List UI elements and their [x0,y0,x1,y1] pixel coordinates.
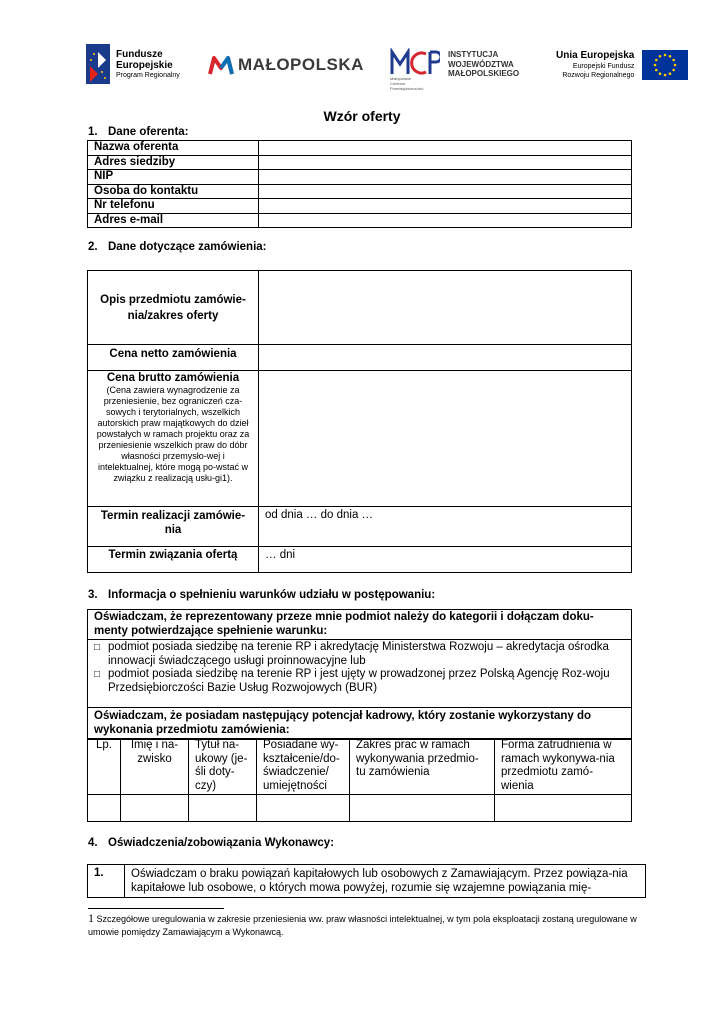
table-row [88,610,632,640]
table-row [88,213,632,228]
cell-zakres-prac[interactable] [350,795,495,822]
imp-logo [390,48,519,91]
cell-tytul[interactable] [189,795,257,822]
cell-lp[interactable] [88,795,121,822]
table-row [88,155,632,170]
osoba-kontakt-field[interactable] [259,184,632,199]
nr-telefonu-label: Nr telefonu [88,199,259,214]
osoba-kontakt-label: Osoba do kontaktu [88,184,259,199]
termin-realizacji-label: Termin realizacji zamówie-nia [88,507,259,547]
section3-heading-text: Informacja o spełnieniu warunków udziału w postępowaniu: [108,589,436,601]
oswiadczenie-text: Oświadczam o braku powiązań kapitałowych lub osobowych z Zamawiającym. Przez powiąza-nia kapitałowe lub osobowe, o których mowa powyżej, rozumie się wzajemne powiązania mię- [125,865,646,898]
section4-heading-text: Oświadczenia/zobowiązania Wykonawcy: [108,837,335,849]
ue-line1: Unia Europejska [556,50,635,61]
oswiadczenie-potencjal: Oświadczam, że posiadam następujący potencjał kadrowy, który zostanie wykorzystany do wykonania przedmiotu zamówienia: [88,708,632,740]
section1-number: 1. [88,126,98,138]
table-row [88,271,632,345]
malopolska-logo [208,54,364,76]
footnote-number: 1 [88,911,94,925]
table-row [88,345,632,371]
logo-bar [0,40,724,95]
oswiadczenie-kategoria: Oświadczam, że reprezentowany przeze mnie podmiot należy do kategorii i dołączam doku-menty potwierdzające spełnienie warunku: [88,610,632,640]
section2-heading-text: Dane dotyczące zamówienia: [108,241,267,253]
col-forma-zatrudnienia: Forma zatrudnienia w ramach wykonywa-nia przedmiotu zamó-wienia [495,739,632,795]
cena-brutto-field[interactable] [259,371,632,507]
col-tytul: Tytuł na-ukowy (je-śli doty-czy) [189,739,257,795]
footnote [88,912,648,939]
table-row [88,507,632,547]
cell-wyksztalcenie[interactable] [257,795,350,822]
option-bur-text: podmiot posiada siedzibę na terenie RP i jest ujęty w prowadzonej przez Polską Agencję Roz-woju Przedsiębiorczości Bazie Usług Rozwojowych (BUR) [108,668,610,694]
adres-siedziby-label: Adres siedziby [88,155,259,170]
opis-przedmiotu-field[interactable] [259,271,632,345]
termin-realizacji-field[interactable]: od dnia … do dnia … [259,507,632,547]
eu-flag-icon [642,50,688,80]
table-row [88,141,632,156]
nazwa-oferenta-label: Nazwa oferenta [88,141,259,156]
section2-number: 2. [88,241,98,253]
col-imie-nazwisko: Imię i na-zwisko [121,739,189,795]
section2-heading [88,241,267,253]
warunki-table [87,609,632,740]
mcp-small1: Małopolskie [390,76,412,81]
col-wyksztalcenie: Posiadane wy-kształcenie/do-świadczenie/ umiejętności [257,739,350,795]
table-row [88,708,632,740]
adres-email-label: Adres e-mail [88,213,259,228]
section3-heading [88,589,435,601]
option-akredytacja-text: podmiot posiada siedzibę na terenie RP i akredytację Ministerstwa Rozwoju – akredytacja ośrodka innowacji świadczącego usługi proinnowacyjne lub [108,641,609,667]
checkbox-icon[interactable]: □ [94,642,101,653]
cell-forma-zatrudnienia[interactable] [495,795,632,822]
nazwa-oferenta-field[interactable] [259,141,632,156]
mcp-small3: Przedsiębiorczości [390,86,424,91]
cena-netto-field[interactable] [259,345,632,371]
section4-heading [88,837,334,849]
kadra-table [87,738,632,822]
section1-heading [88,126,189,138]
table-row [88,795,632,822]
cena-brutto-note: (Cena zawiera wynagrodzenie za przeniesienie, bez ograniczeń cza-sowych i terytorialnych, wszelkich autorskich praw majątkowych do dzieł powstałych w ramach projektu oraz za przeniesienie wszelkich praw do dóbr własności przemysło-wej i intelektualnej, które mogą po-wstać w związku z realizacją usłu-gi1). [96,385,250,483]
oferent-table [87,140,632,228]
table-row [88,199,632,214]
ue-line3: Rozwoju Regionalnego [562,72,635,79]
table-row [88,184,632,199]
malopolska-m-icon [208,54,234,76]
fe-line2: Europejskie [116,59,173,71]
unia-europejska-logo [556,50,688,80]
footnote-text: Szczegółowe uregulowania w zakresie przeniesienia ww. praw własności intelektualnej, w tym pola eksploatacji zostaną uregulowane w umowie pomiędzy Zamawiającym a Wykonawcą. [88,914,637,937]
fe-line3: Program Regionalny [116,71,180,79]
option-akredytacja[interactable] [94,641,625,668]
opcje-warunkow [88,640,632,708]
cena-brutto-title: Cena brutto zamówienia [106,372,240,384]
option-bur[interactable] [94,668,625,695]
zamowienie-table [87,270,632,573]
fe-line1: Fundusze [116,48,163,60]
mcp-small2: Centrum [390,81,406,86]
imp-line1: INSTYTUCJA [448,50,499,60]
table-row [88,865,646,898]
opis-przedmiotu-label: Opis przedmiotu zamówie-nia/zakres oferty [88,271,259,345]
cell-imie-nazwisko[interactable] [121,795,189,822]
footnote-separator [88,908,224,909]
nr-telefonu-field[interactable] [259,199,632,214]
table-row [88,170,632,185]
imp-line2: WOJEWÓDZTWA [448,59,514,69]
cena-netto-label: Cena netto zamówienia [88,345,259,371]
col-lp: Lp. [88,739,121,795]
termin-zwiazania-field[interactable]: … dni [259,547,632,573]
section3-number: 3. [88,589,98,601]
section4-number: 4. [88,837,98,849]
oswiadczenie-number: 1. [88,865,125,898]
fundusze-europejskie-icon [86,44,110,84]
ue-line2: Europejski Fundusz [572,63,635,70]
malopolska-text: MAŁOPOLSKA [238,55,364,74]
table-row [88,371,632,507]
nip-field[interactable] [259,170,632,185]
checkbox-icon[interactable]: □ [94,669,101,680]
adres-email-field[interactable] [259,213,632,228]
page-title: Wzór oferty [323,108,401,124]
termin-zwiazania-label: Termin związania ofertą [88,547,259,573]
table-row [88,640,632,708]
table-row [88,739,632,795]
oswiadczenia-table [87,864,646,898]
cena-brutto-label [88,371,259,507]
mcp-icon [390,48,440,76]
adres-siedziby-field[interactable] [259,155,632,170]
imp-line3: MAŁOPOLSKIEGO [448,69,520,79]
col-zakres-prac: Zakres prac w ramach wykonywania przedmio-tu zamówienia [350,739,495,795]
table-row [88,547,632,573]
fundusze-europejskie-logo [86,44,180,84]
section1-heading-text: Dane oferenta: [108,126,189,138]
nip-label: NIP [88,170,259,185]
